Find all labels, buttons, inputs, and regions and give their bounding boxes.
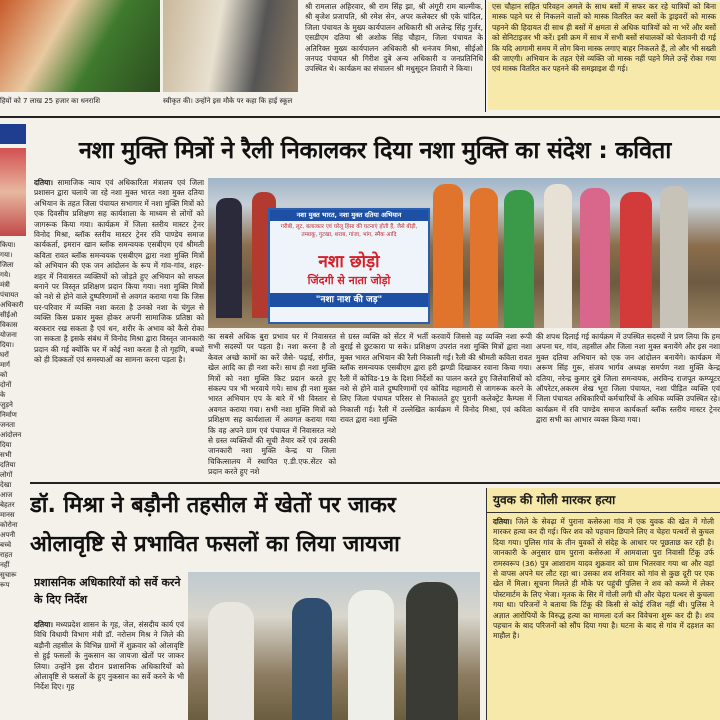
rally-person-3 (433, 184, 463, 328)
article2-dateline: दतिया। (34, 620, 54, 629)
article2-body (34, 620, 184, 720)
headline-drug-free-rally: नशा मुक्ति मित्रों ने रैली निकालकर दिया नशा मुक्ति का संदेश : कविता (78, 136, 672, 164)
article1-col2: का सबसे अधिक बुरा प्रभाव घर में निवासरत सभी सदस्यों पर पड़ता है। नशा करना है तो केवल अच्छे कामों का करें जैसे- पढ़ाई, संगीत, खेल आदि का ही नशा करें। साथ ही नशा मुक्ति मित्रों को नशा मुक्ति किट प्रदान करते हुए संकल्प पत्र भी भरवाये गये। साथ ही नशा मुक्त भारत अभियान एप के बारे में भी विस्तार से अवगत कराया गया। सभी नशा मुक्ति मित्रों को प्रशिक्षण सह कार्यशाला में अवगत कराया गया कि वह अपने ग्राम एवं पंचायत में निवासरत नशे से ग्रस्त व्यक्तियों की सूची तैयार करें एवं उसकी जानकारी नशा मुक्ति केन्द्र या जिला चिकित्सालय में स्थापित ए.डी.एफ.सेंटर को प्रदान करते हुए नशे (208, 332, 336, 477)
rally-person-1 (216, 198, 242, 318)
minister-person-4 (406, 582, 458, 720)
left-edge-word: बेहतर (0, 501, 15, 509)
banner-second-slogan: जिंदगी से नाता जोड़ो (307, 274, 391, 287)
banner-main-slogan: नशा छोड़ो (318, 252, 380, 272)
left-edge-word: दोनों (0, 381, 12, 389)
left-edge-word: मानस (0, 511, 15, 519)
banner-tagline: "नशा नाश की जड़" (270, 293, 428, 307)
top-middle-caption: स्वीकृत की। उन्होंने इस मौके पर कहा कि हाई स्कूल (163, 97, 293, 105)
left-edge-word: कोरोना (0, 521, 18, 529)
top-right-text: एस चौहान सहित परिवहन अमले के साथ बसों में सफर कर रहे यात्रियों को बिना मास्क पहने घर से निकलने वालों को मास्क वितरित कर बसों के ड्राइवरों को मास्क पहनने की हिदायत दी साथ ही बसों में क्षमता से अधिक यात्रियों को ना भरें और बसों को सेनिटाइजर भी करें। इसी क्रम में साथ में सभी बसों संचालकों को चेतावनी दी गई कि यदि आगामी समय में लोग बिना मास्क लगाए बाहर निकलते हैं, तो और भी सख्ती की जाएगी। अभियान के तहत ऐसे व्यक्ति जो मास्क नहीं पहने मिले उन्हें रोका गया एवं मास्क वितरित कर पहनने की समझाइश दी गई। (488, 2, 720, 110)
article3-body (487, 513, 720, 646)
headline-minister-visit-l2: ओलावृष्टि से प्रभावित फसलों का लिया जायजा (30, 532, 400, 557)
article3-headline: युवक की गोली मारकर हत्या (487, 488, 720, 513)
left-edge-word: आंदोलन (0, 431, 22, 439)
top-middle-photo (163, 0, 298, 92)
left-edge-word: मार्ग (0, 361, 10, 369)
rally-person-5 (504, 190, 534, 328)
article1-col1 (34, 178, 204, 478)
left-edge-word: आज (0, 491, 13, 499)
left-edge-photo (0, 148, 26, 236)
top-left-photo (0, 0, 160, 92)
left-edge-column (0, 124, 26, 720)
banner-top-line: नशा मुक्त भारत, नशा मुक्त दतिया अभियान (270, 210, 428, 221)
headline-minister-visit-l1: डॉ. मिश्रा ने बड़ौनी तहसील में खेतों पर जाकर (30, 493, 396, 518)
minister-photo (188, 572, 480, 720)
left-edge-word: सभी (0, 451, 12, 459)
left-edge-word: देखा (0, 481, 12, 489)
article2-text: मध्यप्रदेश शासन के गृह, जेल, संसदीय कार्य एवं विधि विधायी विभाग मंत्री डॉ. नरोत्तम मिश्र ने जिले की बड़ौनी तहसील के विभिन्न ग्रामों में शुक्रवार को ओलावृष्टि से हुई फसलों के नुकसान का जायजा खेतों पर जाकर लिया। उन्होंने इस दौरान प्रशासनिक अधिकारियों को ओलावृष्टि से फसलों के हुए नुकसान का सर्वे करने के भी निर्देश दिए। गृह (34, 620, 184, 692)
left-edge-word: अपनी (0, 531, 16, 539)
top-column-divider (485, 0, 486, 112)
rally-person-4 (470, 188, 498, 328)
rally-person-7 (580, 188, 610, 328)
top-middle-text: श्री रामलाल अहिरवार, श्री राम सिंह झा, श्री अंगूरी राम बाल्मीक, श्री बृजेश प्रजापति, श्री रमेश सेन, अपर कलेक्टर श्री एके चांदिल, जिला पंचायत के मुख्य कार्यपालन अधिकारी श्री अलेन्द्र सिंह गुर्जर, एसडीएम दतिया श्री अशोक सिंह चौहान, जिला पंचायत के अतिरिक्त मुख्य कार्यपालन अधिकारी श्री धनंजय मिश्रा, सीईओ जनपद पंचायत श्री गिरीश दुबे अन्य अधिकारी व जनप्रतिनिधि उपस्थित थे। कार्यक्रम का संचालन श्री मधुसूदन तिवारी ने किया। (305, 2, 483, 74)
left-edge-word: को (0, 371, 8, 379)
left-edge-word: रूप (0, 581, 10, 589)
left-edge-word: सुचारू (0, 571, 17, 579)
left-edge-word: विकास (0, 321, 18, 329)
left-edge-banner (0, 124, 26, 144)
minister-person-2 (292, 598, 332, 720)
rally-person-9 (660, 186, 688, 328)
left-edge-word: अधिकारी (0, 301, 24, 309)
left-edge-word: गया। (0, 251, 13, 259)
rally-person-6 (544, 184, 572, 328)
left-edge-word: के (0, 391, 6, 399)
mid-rule (30, 482, 720, 484)
top-rule (0, 116, 720, 118)
left-edge-text (0, 240, 26, 720)
left-edge-word: पंचायत (0, 291, 19, 299)
left-edge-word: निर्माण (0, 411, 17, 419)
left-edge-word: राहत (0, 551, 13, 559)
left-edge-word: मंत्री (0, 281, 10, 289)
left-edge-word: जिला (0, 261, 14, 269)
left-edge-word: जुड़ने (0, 401, 13, 409)
left-edge-word: गये। (0, 271, 11, 279)
rally-banner (268, 208, 430, 324)
left-edge-word: दिया। (0, 341, 15, 349)
left-edge-word: जनता (0, 421, 15, 429)
left-edge-word: दतिया (0, 461, 16, 469)
left-edge-word: घरों (0, 351, 9, 359)
left-edge-word: योजना (0, 331, 17, 339)
rally-photo (208, 178, 720, 328)
article1-col3: से ग्रस्त व्यक्ति को सेंटर में भर्ती करवायें जिससे वह व्यक्ति नशा रूपी बुराई से छुटकारा पा सके। प्रशिक्षण उपरांत नशा मुक्ति मित्रों द्वारा नशा मुक्त भारत अभियान की रैली निकाली गई। रैली की श्रीमती कविता रावत ब्लॉक समन्वयक एसबीएम द्वारा हरी झण्डी दिखाकर रवाना किया गया। रैली में कोविड-19 के दिशा निर्देशों का पालन करते हुए जिलेवासियों को नशे से होने वाले दुष्परिणामों एवं कोविड महामारी से जागरूक करने के लिए जिला पंचायत परिसर से निकालते हुए पुरानी कलेक्ट्रेट कैम्पस में निकाली गई। रैली में उल्लेखित कार्यक्रम में विनोद मिश्रा, एवं कविता रावत द्वारा नशा मुक्ति (340, 332, 532, 425)
left-edge-word: लोगों (0, 471, 13, 479)
article1-dateline: दतिया। (34, 178, 54, 187)
minister-person-1 (208, 602, 254, 720)
article3-text: जिले के सेवढ़ा में पुराना कसेरुआ गांव में एक युवक की खेत में गोली मारकर हत्या कर दी गई। फिर शव को पहचान छिपाने लिए व चेहरा पत्थरों से कुचल दिया गया। पुलिस गांव के तीन युवकों से संदेह के आधार पर पूछताछ कर रही है। जानकारी के अनुसार ग्राम पुराना कसेरुआ में आमवाला पुरा निवासी टिंकू उर्फ रामस्वरूप (36) पुत्र आशाराम यादव शुक्रवार को ग्राम भितरवार गया था और वहां से वापस अपने घर लौट रहा था। उसका शव शनिवार को गांव से कुछ दूरी पर एक खेत में मिला। सूचना मिलते ही मौके पर पहुंची पुलिस ने शव को कब्जे में लेकर पोस्टमार्टम के लिए भेजा। मृतक के सिर में गोली लगी थी और चेहरा पत्थर से कुचला गया था। परिजनों ने बताया कि टिंकू की किसी से कोई रंजिश नहीं थी। पुलिस ने अज्ञात आरोपियों के विरुद्ध हत्या का मामला दर्ज कर विवेचना शुरू कर दी है। शव पहचान के बाद परिजनों को सौंप दिया गया है। घटना के बाद से गांव में दहशत का माहौल है। (493, 517, 715, 641)
minister-person-3 (348, 590, 394, 720)
article1-col1-text: सामाजिक न्याय एवं अधिकारिता मंत्रालय एवं जिला प्रशासन द्वारा चलाये जा रहे नशा मुक्त भारत नशा मुक्त दतिया अभियान के तहत जिला पंचायत सभागार में नशा मुक्ति मित्रों को एक दिवसीय प्रशिक्षण सह कार्यशाला के माध्यम से लोगों को जागरूक किया गया। कार्यक्रम में जिला स्तरीय मास्टर ट्रेनर विनोद मिश्रा, ब्लॉक स्तरीय मास्टर ट्रेनर रवि पाण्डेय समाज कार्यकर्ता, इमरान खान ब्लॉक समन्वयक एसबीएम एवं श्रीमती कविता रावत ब्लॉक समन्वयक एसबीएम द्वारा नशा मुक्ति मित्रों को अभियान की एक जन आंदोलन के रूप में गांव-गांव, शहर-शहर में निवासरत व्यक्तियों को जोड़ते हुए अभियान को सफल बनाने पर विस्तृत प्रशिक्षण प्रदान किया गया। नशा मुक्ति मित्रों को नशे से होने वाले दुष्परिणामों से अवगत कराया गया कि जिस घर-परिवार में व्यक्ति नशा करता है उनको नशा के चंगुल से व्यक्ति किस प्रकार मुक्त होकर अपनी सामाजिक प्रतिष्ठा को बरकरार रख सकता है एवं धन, शरीर के अभाव को कैसे रोका जा सकता है इसके संबंध में विनोद मिश्रा द्वारा विस्तृत जानकारी प्रदान की गई क्योंकि घर में कोई नशा करता है तो गृहणि, बच्चों को ही दिक्कतों एवं समस्याओं का सामना करना पड़ता है। (34, 178, 204, 364)
left-edge-word: किया। (0, 241, 16, 249)
left-edge-word: दिया (0, 441, 12, 449)
top-left-caption: हियों को 7 लाख 25 हजार का धनराशि (0, 97, 101, 105)
article2-subhead: प्रशासनिक अधिकारियों को सर्वे करने के दिए निर्देश (34, 576, 181, 606)
rally-person-8 (620, 192, 652, 328)
banner-sub-line: गरीबी, लूट, बलात्कार एवं घरेलू हिंसा की घटनाएं होती हैं, जैसे बीड़ी, तम्बाकू, गुटखा, शराब, गांजा, भांग, स्मैक आदि (280, 224, 418, 238)
article3-dateline: दतिया। (493, 517, 513, 526)
article1-col4: की शपथ दिलाई गई कार्यक्रम में उपस्थित सदस्यों ने प्रण लिया कि हम अपना घर, गांव, तहसील और जिला नशा मुक्त बनायेंगे और इस नशा मुक्त दतिया अभियान को एक जन आंदोलन बनायेंगे। कार्यक्रम में अरूण सिंह गुरू, संजय भार्गव अध्यक्ष समर्पण नशा मुक्ति केन्द्र दतिया, नरेन्द्र कुमार दुबे जिला समन्वयक, अरविन्द राजपूत कम्प्यूटर ऑपरेटर,अकरम शेख भूरा जिला पंचायत, नशा पीड़ित व्यक्ति एवं जिला पंचायत अधिकारियों कर्मचारियों के अधिक व्यक्ति उपस्थित रहे। कार्यक्रम में रवि पाण्डेय समाज कार्यकर्ता ब्लॉक स्तरीय मास्टर ट्रेनर द्वारा सभी का आभार व्यक्त किया गया। (536, 332, 720, 425)
left-edge-word: सीईओ (0, 311, 18, 319)
article3-box (486, 488, 720, 720)
left-edge-word: बच्चे (0, 541, 12, 549)
left-edge-word: नहीं (0, 561, 10, 569)
